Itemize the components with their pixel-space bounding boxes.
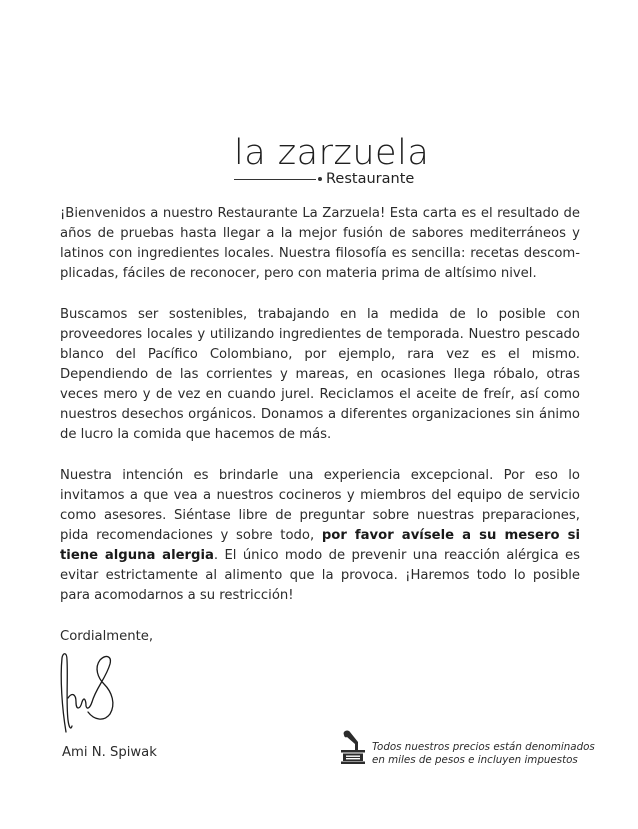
- logo-dot: [318, 177, 322, 181]
- price-notice-line-1: Todos nuestros precios están denominados: [372, 741, 595, 753]
- letter-paragraph-2: Buscamos ser sostenibles, trabajando en la medida de lo posible con proveedores locales y utilizando ingredientes de temporada. Nuestro pescado blanco del Pacífico Colombiano, por ejemplo, rara vez es el mismo. Dependiendo de las corrientes y mareas, en ocasiones llega róbalo, otras veces mero y de vez en cuando jurel. Reciclamos el aceite de freír, así como nuestros desechos orgánicos. Donamos a diferentes organizaciones sin ánimo de lucro la comida que hacemos de más.: [60, 307, 580, 442]
- logo-subtitle: Restaurante: [326, 171, 415, 187]
- price-notice: [372, 741, 595, 767]
- welcome-letter: [60, 204, 580, 647]
- handwritten-signature: [54, 648, 124, 736]
- paragraph-3-intro: Nuestra intención es brindarle una experiencia excepcional. Por eso lo invitamos a que vea a nuestros cocineros y miembros del equipo de servicio como asesores. Siéntase libre de preguntar sobre nuestras preparaciones, pida recomendaciones y sobre todo,: [60, 468, 580, 543]
- restaurant-logo: [222, 133, 442, 189]
- signer-name: Ami N. Spiwak: [62, 745, 157, 760]
- gramophone-icon: [338, 729, 368, 765]
- letter-closing: Cordialmente,: [60, 629, 154, 644]
- logo-divider-line: [234, 179, 316, 180]
- logo-brand-name: la zarzuela: [234, 133, 430, 173]
- allergy-warning: por favor avísele a su mesero si tiene alguna alergia: [60, 528, 580, 563]
- letter-paragraph-3: [60, 466, 580, 606]
- paragraph-3-outro: . El único modo de prevenir una reacción alérgica es evitar estrictamente al alimento que la provoca. ¡Haremos todo lo posible para acomodarnos a su restricción!: [60, 548, 581, 603]
- letter-paragraph-1: ¡Bienvenidos a nuestro Restaurante La Zarzuela! Esta carta es el resultado de años de pruebas hasta llegar a la mejor fusión de sabores mediterráneos y latinos con ingredientes locales. Nuestra filosofía es sencilla: recetas descom-plicadas, fáciles de reconocer, pero con materia prima de altísimo nivel.: [60, 206, 580, 281]
- price-notice-line-2: en miles de pesos e incluyen impuestos: [372, 754, 578, 766]
